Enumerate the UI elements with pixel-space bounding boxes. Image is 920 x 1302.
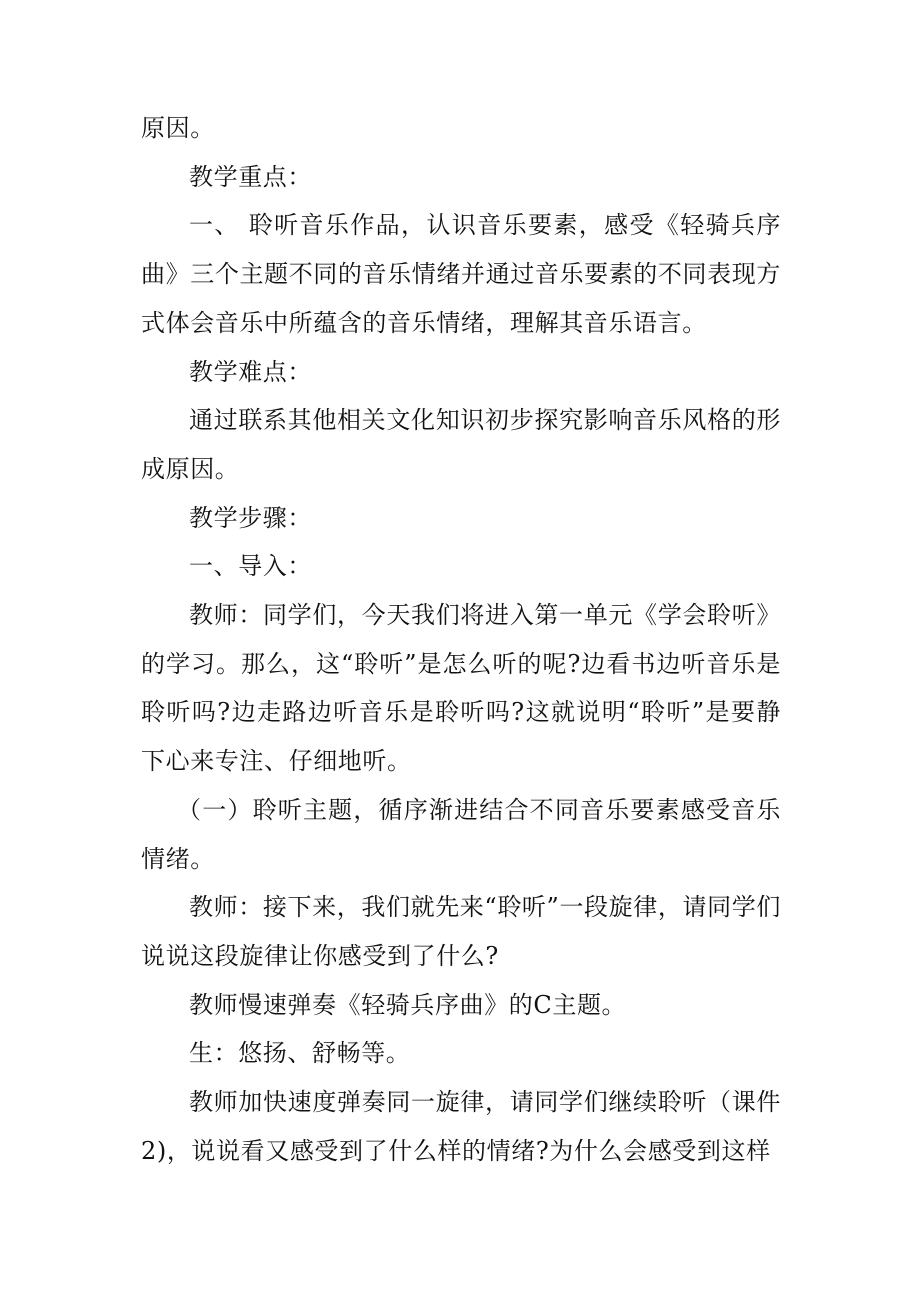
heading-teaching-steps: 教学步骤：: [189, 503, 312, 532]
paragraph-teacher-fast-play: 教师加快速度弹奏同一旋律，请同学们继续聆听（课件2)，说说看又感受到了什么样的情绪?为什么会感受到这样: [141, 1088, 781, 1165]
heading-theme-listening: （一）聆听主题，循序渐进结合不同音乐要素感受音乐情绪。: [141, 795, 781, 873]
document-body: [141, 104, 781, 1175]
paragraph-teacher-slow-play: 教师慢速弹奏《轻骑兵序曲》的C主题。: [189, 990, 627, 1019]
paragraph-reason-end: 原因。: [141, 114, 215, 142]
paragraph-teaching-focus-item: 一、 聆听音乐作品，认识音乐要素，感受《轻骑兵序曲》三个主题不同的音乐情绪并通过音乐要素的不同表现方式体会音乐中所蕴含的音乐情绪，理解其音乐语言。: [141, 211, 781, 337]
heading-teaching-difficulty: 教学难点：: [189, 357, 312, 386]
paragraph-teacher-introduction: 教师：同学们，今天我们将进入第一单元《学会聆听》的学习。那么，这“聆听”是怎么听的呢?边看书边听音乐是聆听吗?边走路边听音乐是聆听吗?这就说明“聆听”是要静下心来专注、仔细地听。: [141, 601, 781, 776]
paragraph-teacher-question: 教师：接下来，我们就先来“聆听”一段旋律，请同学们说说这段旋律让你感受到了什么?: [141, 893, 781, 970]
paragraph-student-answer: 生：悠扬、舒畅等。: [189, 1039, 411, 1068]
heading-introduction: 一、导入：: [189, 552, 312, 581]
heading-teaching-focus: 教学重点：: [189, 162, 312, 191]
paragraph-teaching-difficulty: 通过联系其他相关文化知识初步探究影响音乐风格的形成原因。: [141, 406, 781, 483]
